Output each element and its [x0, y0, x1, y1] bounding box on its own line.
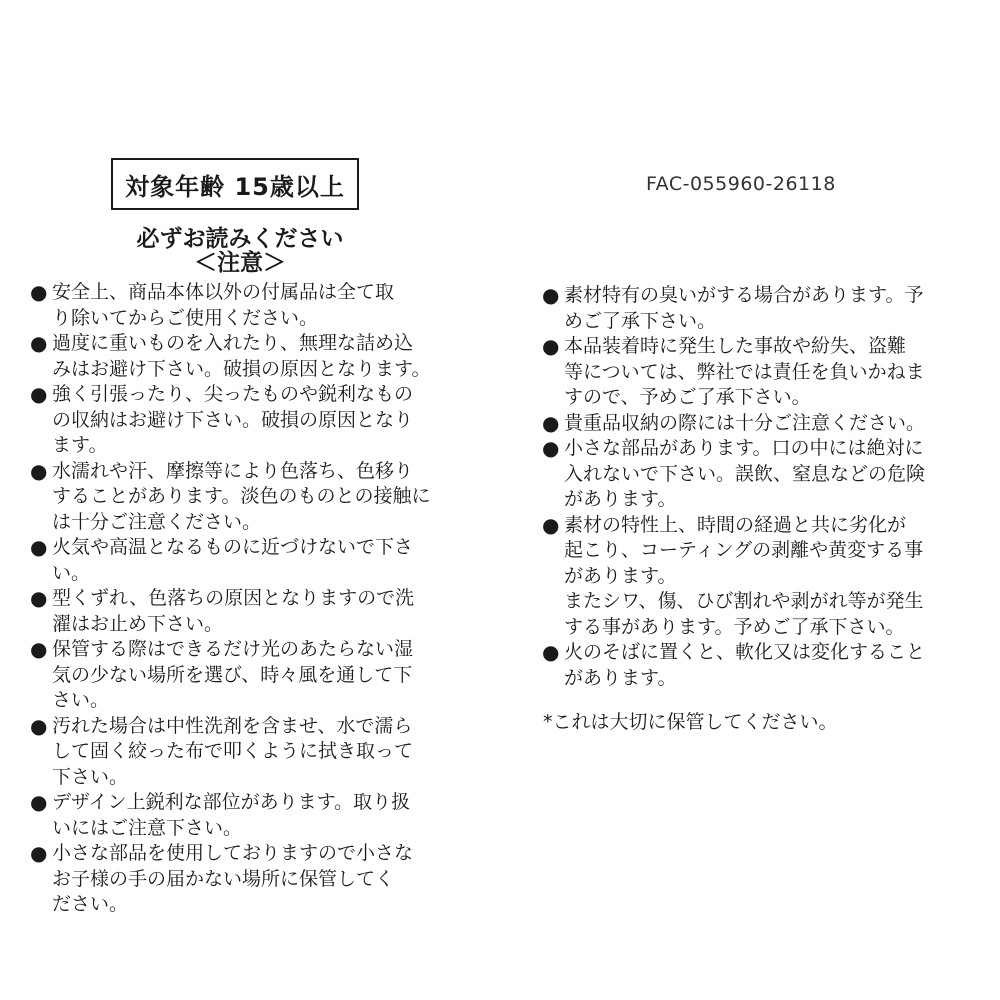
caution-line: 小さな部品があります。口の中には絶対に — [564, 437, 924, 459]
caution-line: 素材特有の臭いがする場合があります。予 — [564, 284, 924, 306]
bullet-icon: ● — [30, 790, 48, 814]
caution-line: することがあります。淡色のものとの接触に — [52, 485, 431, 507]
caution-line: 濯はお止め下さい。 — [52, 612, 224, 635]
caution-item — [30, 841, 460, 918]
caution-line: 小さな部品を使用しておりますので小さな — [52, 842, 414, 864]
caution-line: さい。 — [52, 689, 110, 711]
caution-item-text — [564, 513, 967, 590]
bullet-icon: ● — [30, 280, 48, 304]
caution-item — [30, 331, 460, 382]
caution-line: すので、予めご了承下さい。 — [564, 386, 811, 408]
caution-item — [542, 411, 967, 437]
bullet-icon: ● — [30, 535, 48, 559]
caution-line: 水濡れや汗、摩擦等により色落ち、色移り — [52, 459, 414, 482]
caution-line: 等については、弊社では責任を負いかねま — [564, 360, 925, 383]
caution-line: 過度に重いものを入れたり、無理な詰め込 — [52, 332, 414, 354]
bullet-icon: ● — [542, 436, 560, 460]
caution-line: 下さい。 — [52, 765, 129, 788]
bullet-icon: ● — [542, 283, 560, 307]
caution-item — [30, 714, 460, 791]
caution-item — [542, 436, 967, 513]
bullet-icon: ● — [542, 410, 560, 435]
caution-line: 安全上、商品本体以外の付属品は全て取 — [52, 281, 395, 303]
heading-caution: ＜注意＞ — [194, 250, 286, 276]
product-code: FAC-055960-26118 — [646, 173, 836, 195]
caution-line: 起こり、コーティングの剥離や黄変する事 — [564, 539, 924, 561]
caution-item-text — [52, 331, 460, 382]
caution-line: またシワ、傷、ひび割れや剥がれ等が発生 — [564, 590, 924, 612]
caution-line: り除いてからご使用ください。 — [52, 306, 319, 329]
caution-line: 本品装着時に発生した事故や紛失、盗難 — [564, 335, 907, 357]
caution-line: する事があります。予めご了承下さい。 — [564, 615, 905, 638]
caution-item — [542, 640, 967, 691]
caution-line: 型くずれ、色落ちの原因となりますので洗 — [52, 587, 415, 609]
caution-item-text — [52, 382, 460, 459]
caution-line: みはお避け下さい。破損の原因となります。 — [52, 357, 431, 380]
caution-item — [30, 637, 460, 714]
bullet-icon: ● — [542, 512, 560, 537]
caution-line: して固く絞った布で叩くように拭き取って — [52, 740, 414, 762]
bullet-icon: ● — [30, 382, 48, 406]
bullet-icon: ● — [542, 334, 560, 358]
caution-item-text — [564, 283, 967, 334]
caution-item-text — [52, 790, 460, 841]
caution-item-text — [52, 841, 460, 918]
caution-line: い。 — [52, 561, 91, 584]
heading-read-carefully: 必ずお読みください — [136, 226, 344, 252]
caution-item — [542, 589, 967, 640]
caution-line: 貴重品収納の際には十分ご注意ください。 — [564, 411, 926, 434]
caution-line: は十分ご注意ください。 — [52, 510, 262, 533]
bullet-icon: ● — [30, 331, 48, 355]
caution-line: 素材の特性上、時間の経過と共に劣化が — [564, 513, 907, 536]
caution-line: があります。 — [564, 488, 677, 510]
bullet-icon: ● — [30, 841, 48, 865]
caution-line: めご了承下さい。 — [564, 309, 717, 332]
caution-item-text — [52, 280, 460, 331]
caution-line: 火のそばに置くと、軟化又は変化すること — [564, 641, 926, 663]
caution-item-text — [564, 436, 967, 513]
age-label-box — [111, 158, 359, 210]
caution-item-text — [52, 586, 460, 637]
bullet-icon: ● — [30, 637, 48, 661]
caution-line: お子様の手の届かない場所に保管してく — [52, 867, 395, 890]
caution-item-text — [564, 589, 967, 640]
caution-line: の収納はお避け下さい。破損の原因となり — [52, 408, 414, 431]
age-label: 対象年齢 15歳以上 — [125, 172, 345, 201]
bullet-icon: ● — [542, 640, 560, 664]
caution-line: ださい。 — [52, 893, 129, 915]
caution-item — [30, 535, 460, 586]
caution-line: 保管する際はできるだけ光のあたらない湿 — [52, 638, 414, 660]
footer-note: *これは大切に保管してください。 — [543, 711, 838, 733]
caution-item — [542, 513, 967, 590]
caution-item-text — [564, 411, 967, 437]
caution-item — [30, 280, 460, 331]
caution-item-text — [52, 637, 460, 714]
caution-line: ます。 — [52, 434, 108, 456]
caution-item-text — [564, 334, 967, 411]
caution-item — [30, 586, 460, 637]
caution-line: 強く引張ったり、尖ったものや鋭利なもの — [52, 383, 414, 405]
bullet-icon: ● — [30, 458, 48, 483]
caution-line: 気の少ない場所を選び、時々風を通して下 — [52, 663, 413, 686]
caution-line: いにはご注意下さい。 — [52, 816, 243, 839]
caution-item-text — [52, 459, 460, 536]
caution-item — [542, 334, 967, 411]
bullet-icon: ● — [30, 713, 48, 738]
caution-item — [30, 790, 460, 841]
caution-list-left — [30, 280, 460, 918]
caution-line: 入れないで下さい。誤飲、窒息などの危険 — [564, 462, 926, 485]
caution-line: 火気や高温となるものに近づけないで下さ — [52, 536, 414, 558]
caution-list-right — [542, 283, 967, 691]
caution-item-text — [564, 640, 967, 691]
caution-line: 汚れた場合は中性洗剤を含ませ、水で濡ら — [52, 714, 413, 737]
bullet-icon: ● — [30, 586, 48, 610]
caution-line: デザイン上鋭利な部位があります。取り扱 — [52, 791, 411, 813]
caution-item — [30, 382, 460, 459]
caution-line: があります。 — [564, 564, 677, 587]
caution-item-text — [52, 535, 460, 586]
caution-item — [30, 459, 460, 536]
caution-item-text — [52, 714, 460, 791]
caution-line: があります。 — [564, 666, 677, 689]
caution-item — [542, 283, 967, 334]
